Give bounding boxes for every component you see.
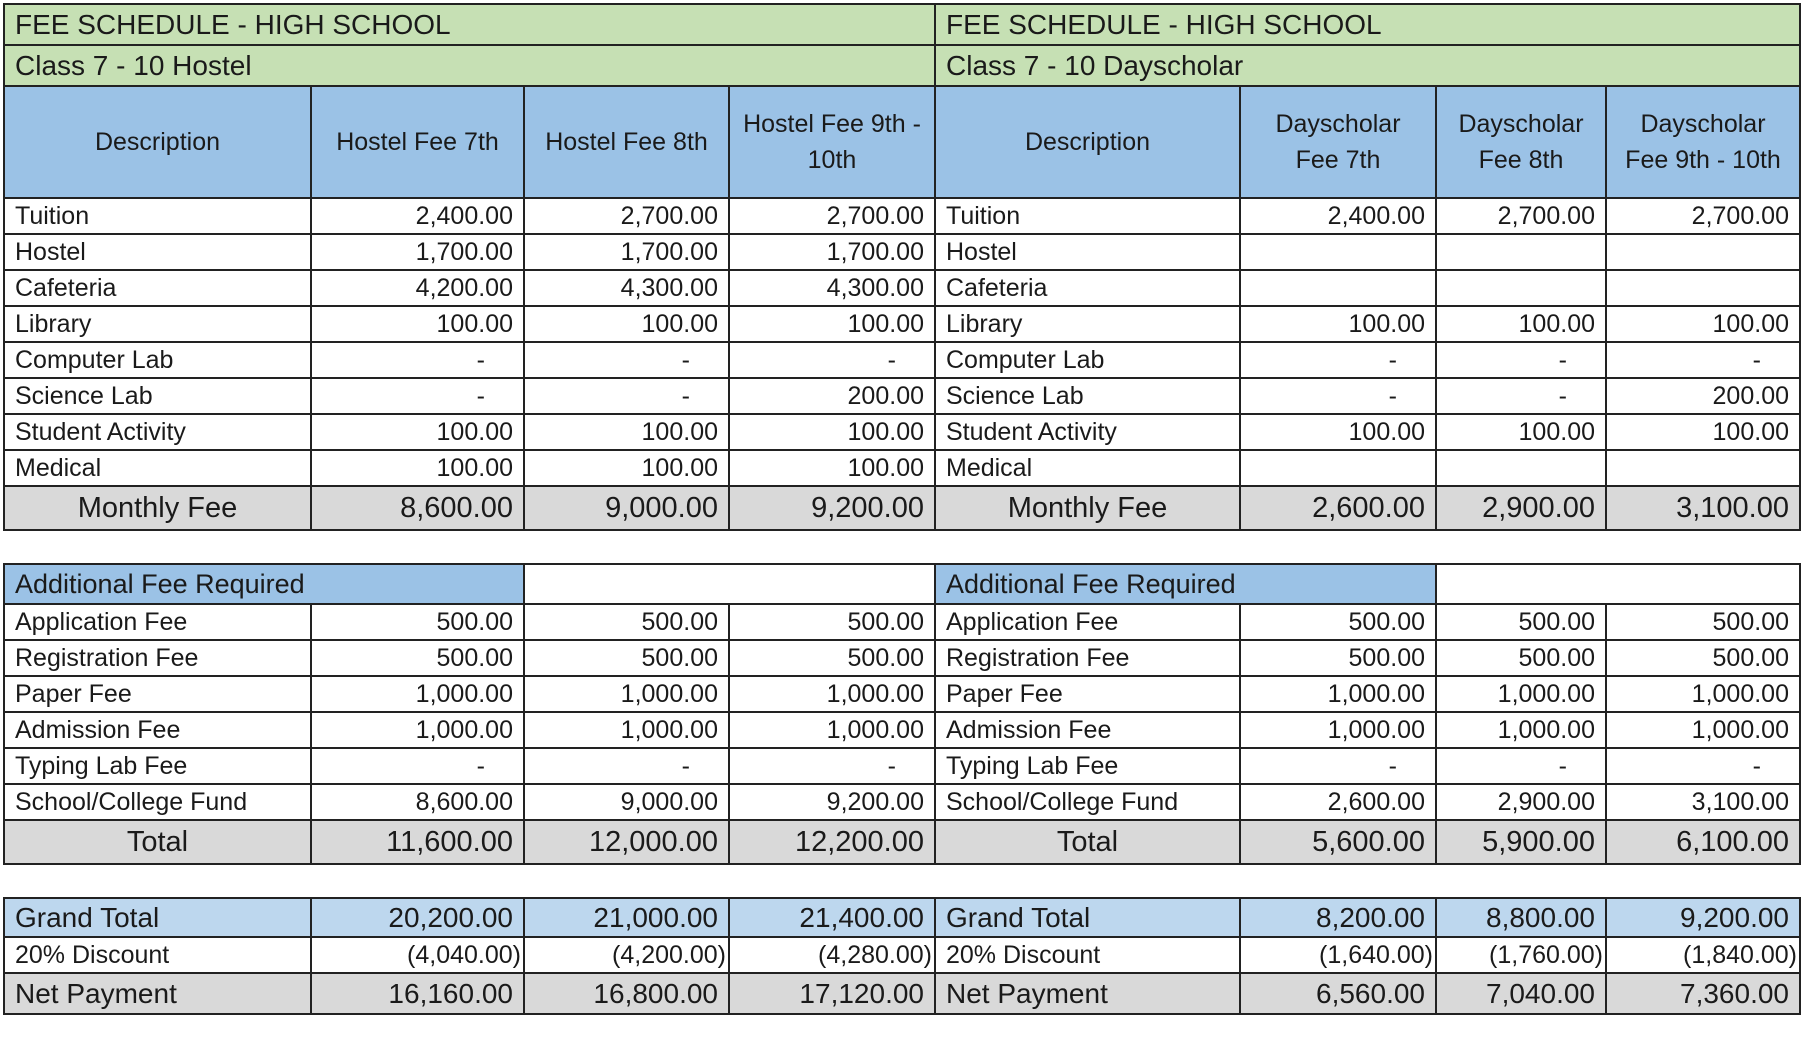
spacer <box>1606 530 1800 564</box>
table-row <box>4 640 1800 676</box>
hostel-fee-amount: 200.00 <box>729 378 935 414</box>
dayscholar-total-value: 6,100.00 <box>1606 820 1800 864</box>
spacer <box>729 530 935 564</box>
hostel-fee-amount: 100.00 <box>729 450 935 486</box>
hostel-additional-amount: - <box>729 748 935 784</box>
spacer <box>729 864 935 898</box>
spacer <box>311 530 524 564</box>
hostel-additional-amount: 9,000.00 <box>524 784 729 820</box>
hostel-additional-amount: 1,000.00 <box>311 676 524 712</box>
fee-schedule-sheet <box>3 3 1801 1015</box>
dayscholar-grand-total-value: 9,200.00 <box>1606 898 1800 937</box>
dayscholar-additional-description: Typing Lab Fee <box>935 748 1240 784</box>
dayscholar-additional-description: Paper Fee <box>935 676 1240 712</box>
dayscholar-net-payment-label: Net Payment <box>935 973 1240 1014</box>
dayscholar-monthly-fee-value: 3,100.00 <box>1606 486 1800 530</box>
dayscholar-fee-amount <box>1240 450 1436 486</box>
dayscholar-additional-amount: 500.00 <box>1240 604 1436 640</box>
hostel-total-value: 11,600.00 <box>311 820 524 864</box>
hostel-fee-amount: 4,200.00 <box>311 270 524 306</box>
dayscholar-additional-amount: 1,000.00 <box>1436 676 1606 712</box>
hostel-additional-description: Registration Fee <box>4 640 311 676</box>
dayscholar-column-header: Dayscholar Fee 7th <box>1240 86 1436 198</box>
dayscholar-additional-amount: 500.00 <box>1240 640 1436 676</box>
spacer-row <box>4 864 1800 898</box>
hostel-total-label: Total <box>4 820 311 864</box>
hostel-fee-description: Library <box>4 306 311 342</box>
hostel-additional-amount: 1,000.00 <box>729 712 935 748</box>
dayscholar-fee-amount <box>1606 450 1800 486</box>
spacer <box>1606 864 1800 898</box>
dayscholar-additional-description: School/College Fund <box>935 784 1240 820</box>
hostel-additional-amount: 1,000.00 <box>729 676 935 712</box>
hostel-additional-description: Admission Fee <box>4 712 311 748</box>
spacer <box>1240 530 1436 564</box>
dayscholar-fee-description: Computer Lab <box>935 342 1240 378</box>
hostel-fee-description: Student Activity <box>4 414 311 450</box>
hostel-total-value: 12,000.00 <box>524 820 729 864</box>
dayscholar-additional-amount: 1,000.00 <box>1606 676 1800 712</box>
dayscholar-fee-amount <box>1606 270 1800 306</box>
dayscholar-fee-amount: 100.00 <box>1436 414 1606 450</box>
hostel-total-value: 12,200.00 <box>729 820 935 864</box>
hostel-fee-amount: 1,700.00 <box>729 234 935 270</box>
dayscholar-grand-total-label: Grand Total <box>935 898 1240 937</box>
hostel-additional-amount: 500.00 <box>729 640 935 676</box>
hostel-fee-amount: 2,700.00 <box>729 198 935 234</box>
spacer <box>4 864 311 898</box>
dayscholar-additional-amount: 1,000.00 <box>1240 676 1436 712</box>
dayscholar-fee-amount: 200.00 <box>1606 378 1800 414</box>
hostel-additional-amount: 500.00 <box>311 640 524 676</box>
hostel-fee-amount: 2,700.00 <box>524 198 729 234</box>
table-row <box>4 198 1800 234</box>
dayscholar-discount-value: (1,760.00) <box>1436 937 1606 973</box>
hostel-fee-amount: 4,300.00 <box>729 270 935 306</box>
discount-row <box>4 937 1800 973</box>
table-row <box>4 234 1800 270</box>
hostel-fee-amount: 100.00 <box>311 414 524 450</box>
hostel-net-payment-value: 17,120.00 <box>729 973 935 1014</box>
spacer-row <box>4 530 1800 564</box>
dayscholar-additional-amount: 1,000.00 <box>1240 712 1436 748</box>
hostel-fee-amount: - <box>524 342 729 378</box>
hostel-grand-total-label: Grand Total <box>4 898 311 937</box>
dayscholar-monthly-fee-value: 2,900.00 <box>1436 486 1606 530</box>
hostel-fee-description: Cafeteria <box>4 270 311 306</box>
table-row <box>4 378 1800 414</box>
hostel-monthly-fee-label: Monthly Fee <box>4 486 311 530</box>
dayscholar-discount-value: (1,840.00) <box>1606 937 1800 973</box>
hostel-additional-amount: 1,000.00 <box>311 712 524 748</box>
hostel-fee-description: Medical <box>4 450 311 486</box>
dayscholar-additional-description: Application Fee <box>935 604 1240 640</box>
dayscholar-fee-description: Tuition <box>935 198 1240 234</box>
dayscholar-fee-amount: 100.00 <box>1606 414 1800 450</box>
hostel-additional-amount: 1,000.00 <box>524 712 729 748</box>
hostel-monthly-fee-value: 8,600.00 <box>311 486 524 530</box>
hostel-title: FEE SCHEDULE - HIGH SCHOOL <box>4 4 935 45</box>
hostel-grand-total-value: 21,400.00 <box>729 898 935 937</box>
hostel-fee-amount: - <box>524 378 729 414</box>
table-row <box>4 784 1800 820</box>
table-row <box>4 604 1800 640</box>
hostel-column-header: Hostel Fee 8th <box>524 86 729 198</box>
blank-cell <box>1436 564 1800 604</box>
table-row <box>4 748 1800 784</box>
dayscholar-fee-amount: - <box>1606 342 1800 378</box>
dayscholar-additional-amount: 500.00 <box>1436 640 1606 676</box>
table-row <box>4 676 1800 712</box>
hostel-additional-amount: 500.00 <box>524 604 729 640</box>
dayscholar-additional-amount: 1,000.00 <box>1436 712 1606 748</box>
dayscholar-fee-amount <box>1436 270 1606 306</box>
monthly-fee-row <box>4 486 1800 530</box>
hostel-fee-amount: - <box>311 342 524 378</box>
dayscholar-fee-amount <box>1240 270 1436 306</box>
dayscholar-additional-amount: 500.00 <box>1436 604 1606 640</box>
hostel-fee-amount: 100.00 <box>729 414 935 450</box>
spacer <box>4 530 311 564</box>
dayscholar-additional-description: Registration Fee <box>935 640 1240 676</box>
hostel-additional-amount: 500.00 <box>524 640 729 676</box>
hostel-column-header: Hostel Fee 7th <box>311 86 524 198</box>
dayscholar-total-value: 5,900.00 <box>1436 820 1606 864</box>
dayscholar-fee-amount: - <box>1240 378 1436 414</box>
dayscholar-fee-description: Science Lab <box>935 378 1240 414</box>
spacer <box>1436 530 1606 564</box>
dayscholar-fee-amount: 2,700.00 <box>1436 198 1606 234</box>
hostel-fee-amount: 4,300.00 <box>524 270 729 306</box>
hostel-fee-description: Tuition <box>4 198 311 234</box>
dayscholar-fee-description: Student Activity <box>935 414 1240 450</box>
hostel-fee-amount: 100.00 <box>729 306 935 342</box>
spacer <box>935 864 1240 898</box>
dayscholar-grand-total-value: 8,200.00 <box>1240 898 1436 937</box>
hostel-fee-amount: 100.00 <box>524 306 729 342</box>
table-row <box>4 270 1800 306</box>
dayscholar-additional-amount: 2,600.00 <box>1240 784 1436 820</box>
hostel-additional-description: Typing Lab Fee <box>4 748 311 784</box>
fee-schedule-table <box>3 3 1801 1015</box>
dayscholar-fee-description: Library <box>935 306 1240 342</box>
hostel-grand-total-value: 21,000.00 <box>524 898 729 937</box>
hostel-additional-description: Paper Fee <box>4 676 311 712</box>
table-row <box>4 342 1800 378</box>
dayscholar-additional-amount: 1,000.00 <box>1606 712 1800 748</box>
dayscholar-net-payment-value: 7,360.00 <box>1606 973 1800 1014</box>
dayscholar-fee-amount: - <box>1240 342 1436 378</box>
dayscholar-additional-amount: 500.00 <box>1606 640 1800 676</box>
dayscholar-fee-amount <box>1436 450 1606 486</box>
dayscholar-discount-value: (1,640.00) <box>1240 937 1436 973</box>
title-row <box>4 4 1800 45</box>
hostel-discount-value: (4,040.00) <box>311 937 524 973</box>
hostel-discount-label: 20% Discount <box>4 937 311 973</box>
dayscholar-column-header: Dayscholar Fee 9th - 10th <box>1606 86 1800 198</box>
spacer <box>311 864 524 898</box>
hostel-net-payment-value: 16,160.00 <box>311 973 524 1014</box>
dayscholar-fee-amount: 100.00 <box>1240 306 1436 342</box>
dayscholar-additional-amount: 500.00 <box>1606 604 1800 640</box>
dayscholar-fee-amount: - <box>1436 342 1606 378</box>
table-row <box>4 712 1800 748</box>
hostel-fee-description: Hostel <box>4 234 311 270</box>
hostel-grand-total-value: 20,200.00 <box>311 898 524 937</box>
hostel-fee-amount: 100.00 <box>311 450 524 486</box>
dayscholar-column-header: Dayscholar Fee 8th <box>1436 86 1606 198</box>
dayscholar-fee-amount: 100.00 <box>1606 306 1800 342</box>
hostel-additional-amount: 1,000.00 <box>524 676 729 712</box>
spacer <box>1240 864 1436 898</box>
dayscholar-net-payment-value: 6,560.00 <box>1240 973 1436 1014</box>
dayscholar-additional-amount: - <box>1606 748 1800 784</box>
dayscholar-monthly-fee-value: 2,600.00 <box>1240 486 1436 530</box>
hostel-fee-amount: 100.00 <box>524 414 729 450</box>
hostel-fee-description: Science Lab <box>4 378 311 414</box>
hostel-monthly-fee-value: 9,200.00 <box>729 486 935 530</box>
dayscholar-fee-amount: 100.00 <box>1240 414 1436 450</box>
hostel-column-header: Hostel Fee 9th - 10th <box>729 86 935 198</box>
dayscholar-additional-amount: - <box>1436 748 1606 784</box>
hostel-monthly-fee-value: 9,000.00 <box>524 486 729 530</box>
hostel-additional-fee-title: Additional Fee Required <box>4 564 524 604</box>
hostel-additional-amount: 8,600.00 <box>311 784 524 820</box>
dayscholar-additional-amount: 2,900.00 <box>1436 784 1606 820</box>
hostel-additional-description: School/College Fund <box>4 784 311 820</box>
hostel-column-header: Description <box>4 86 311 198</box>
dayscholar-net-payment-value: 7,040.00 <box>1436 973 1606 1014</box>
dayscholar-fee-amount <box>1240 234 1436 270</box>
spacer <box>524 864 729 898</box>
hostel-net-payment-value: 16,800.00 <box>524 973 729 1014</box>
spacer <box>935 530 1240 564</box>
dayscholar-additional-fee-title: Additional Fee Required <box>935 564 1436 604</box>
table-row <box>4 306 1800 342</box>
hostel-subtitle: Class 7 - 10 Hostel <box>4 45 935 86</box>
hostel-additional-amount: 9,200.00 <box>729 784 935 820</box>
net-payment-row <box>4 973 1800 1014</box>
dayscholar-fee-amount: 2,700.00 <box>1606 198 1800 234</box>
dayscholar-title: FEE SCHEDULE - HIGH SCHOOL <box>935 4 1800 45</box>
dayscholar-fee-amount: 100.00 <box>1436 306 1606 342</box>
hostel-additional-amount: 500.00 <box>729 604 935 640</box>
dayscholar-subtitle: Class 7 - 10 Dayscholar <box>935 45 1800 86</box>
hostel-fee-description: Computer Lab <box>4 342 311 378</box>
spacer <box>524 530 729 564</box>
subtitle-row <box>4 45 1800 86</box>
table-row <box>4 450 1800 486</box>
dayscholar-fee-description: Hostel <box>935 234 1240 270</box>
dayscholar-fee-amount: 2,400.00 <box>1240 198 1436 234</box>
dayscholar-column-header: Description <box>935 86 1240 198</box>
dayscholar-discount-label: 20% Discount <box>935 937 1240 973</box>
hostel-fee-amount: 2,400.00 <box>311 198 524 234</box>
total-row <box>4 820 1800 864</box>
hostel-fee-amount: 1,700.00 <box>311 234 524 270</box>
dayscholar-total-label: Total <box>935 820 1240 864</box>
hostel-fee-amount: - <box>311 378 524 414</box>
hostel-additional-amount: - <box>524 748 729 784</box>
dayscholar-monthly-fee-label: Monthly Fee <box>935 486 1240 530</box>
hostel-discount-value: (4,200.00) <box>524 937 729 973</box>
dayscholar-additional-amount: 3,100.00 <box>1606 784 1800 820</box>
column-header-row <box>4 86 1800 198</box>
spacer <box>1436 864 1606 898</box>
dayscholar-fee-description: Medical <box>935 450 1240 486</box>
table-row <box>4 414 1800 450</box>
dayscholar-fee-amount <box>1606 234 1800 270</box>
hostel-discount-value: (4,280.00) <box>729 937 935 973</box>
hostel-fee-amount: 100.00 <box>311 306 524 342</box>
hostel-fee-amount: 100.00 <box>524 450 729 486</box>
hostel-net-payment-label: Net Payment <box>4 973 311 1014</box>
dayscholar-fee-description: Cafeteria <box>935 270 1240 306</box>
hostel-fee-amount: 1,700.00 <box>524 234 729 270</box>
dayscholar-additional-description: Admission Fee <box>935 712 1240 748</box>
hostel-fee-amount: - <box>729 342 935 378</box>
dayscholar-additional-amount: - <box>1240 748 1436 784</box>
additional-fee-header-row <box>4 564 1800 604</box>
dayscholar-fee-amount: - <box>1436 378 1606 414</box>
grand-total-row <box>4 898 1800 937</box>
hostel-additional-amount: - <box>311 748 524 784</box>
blank-cell <box>524 564 935 604</box>
hostel-additional-amount: 500.00 <box>311 604 524 640</box>
dayscholar-total-value: 5,600.00 <box>1240 820 1436 864</box>
dayscholar-fee-amount <box>1436 234 1606 270</box>
hostel-additional-description: Application Fee <box>4 604 311 640</box>
dayscholar-grand-total-value: 8,800.00 <box>1436 898 1606 937</box>
